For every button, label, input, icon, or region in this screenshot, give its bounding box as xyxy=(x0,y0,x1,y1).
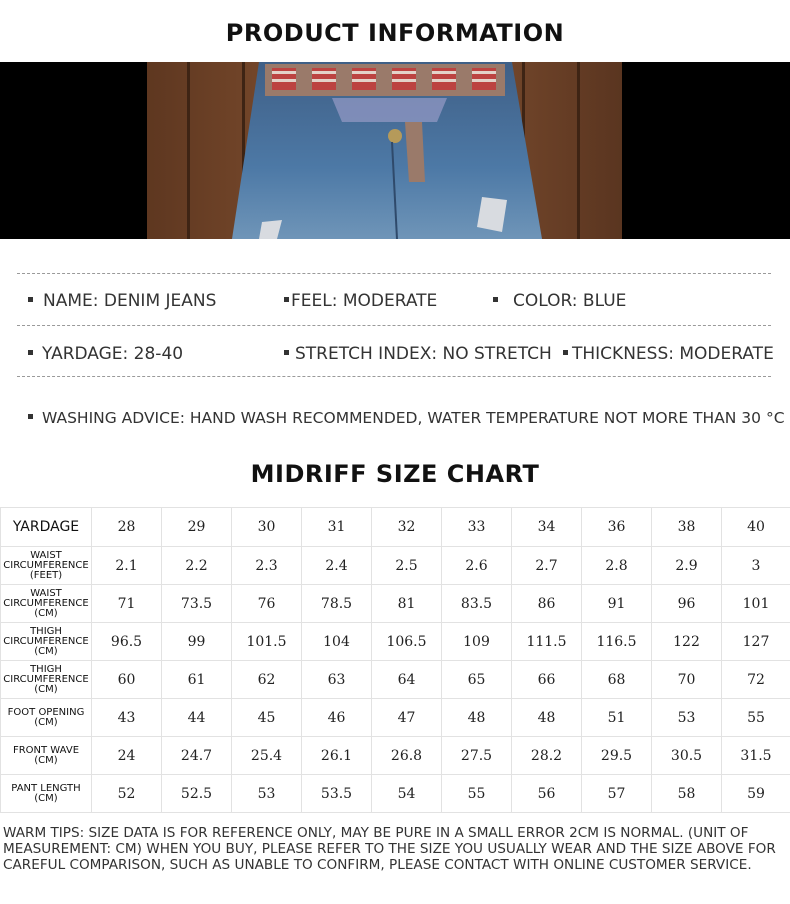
table-cell: 2.8 xyxy=(582,547,652,585)
table-cell: 48 xyxy=(512,699,582,737)
table-cell: 96.5 xyxy=(92,623,162,661)
table-cell: 68 xyxy=(582,661,652,699)
table-cell: 122 xyxy=(652,623,722,661)
table-cell: 25.4 xyxy=(232,737,302,775)
table-cell: 30.5 xyxy=(652,737,722,775)
divider xyxy=(17,376,771,377)
table-cell: 2.2 xyxy=(162,547,232,585)
product-photo xyxy=(147,62,622,239)
table-cell: 106.5 xyxy=(372,623,442,661)
size-header-cell: 40 xyxy=(722,508,790,547)
row-label: THIGH CIRCUMFERENCE (CM) xyxy=(1,623,92,661)
table-row xyxy=(1,737,790,775)
table-cell: 72 xyxy=(722,661,790,699)
table-cell: 101.5 xyxy=(232,623,302,661)
table-cell: 53.5 xyxy=(302,775,372,813)
size-header-cell: 29 xyxy=(162,508,232,547)
info-feel: FEEL: MODERATE xyxy=(284,291,437,311)
table-cell: 64 xyxy=(372,661,442,699)
table-cell: 91 xyxy=(582,585,652,623)
table-cell: 45 xyxy=(232,699,302,737)
table-cell: 83.5 xyxy=(442,585,512,623)
table-cell: 28.2 xyxy=(512,737,582,775)
table-cell: 62 xyxy=(232,661,302,699)
table-cell: 73.5 xyxy=(162,585,232,623)
size-header-cell: 32 xyxy=(372,508,442,547)
size-header-cell: 33 xyxy=(442,508,512,547)
table-cell: 54 xyxy=(372,775,442,813)
size-chart-table xyxy=(0,507,790,813)
table-cell: 2.4 xyxy=(302,547,372,585)
bullet-icon xyxy=(28,297,33,302)
table-cell: 111.5 xyxy=(512,623,582,661)
warm-tips: WARM TIPS: SIZE DATA IS FOR REFERENCE ONLY, MAY BE PURE IN A SMALL ERROR 2CM IS NORMAL. (UNIT OF MEASUREMENT: CM) WHEN YOU BUY, PLEASE REFER TO THE SIZE YOU USUALLY WEAR AND THE SIZE ABOVE FOR CAREFUL COMPARISON, SUCH AS UNABLE TO CONFIRM, PLEASE CONTACT WITH ONLINE CUSTOMER SERVICE. xyxy=(3,825,776,873)
table-cell: 2.5 xyxy=(372,547,442,585)
row-label: WAIST CIRCUMFERENCE (FEET) xyxy=(1,547,92,585)
row-label: PANT LENGTH (CM) xyxy=(1,775,92,813)
table-cell: 43 xyxy=(92,699,162,737)
table-cell: 96 xyxy=(652,585,722,623)
table-cell: 101 xyxy=(722,585,790,623)
table-cell: 99 xyxy=(162,623,232,661)
bullet-icon xyxy=(284,297,289,302)
table-cell: 3 xyxy=(722,547,790,585)
table-cell: 46 xyxy=(302,699,372,737)
product-information-title: PRODUCT INFORMATION xyxy=(225,19,565,47)
bullet-icon xyxy=(28,414,33,419)
table-cell: 55 xyxy=(442,775,512,813)
table-cell: 63 xyxy=(302,661,372,699)
size-header-cell: 30 xyxy=(232,508,302,547)
table-cell: 53 xyxy=(232,775,302,813)
denim-jeans-image xyxy=(147,62,622,239)
table-cell: 51 xyxy=(582,699,652,737)
table-row xyxy=(1,775,790,813)
table-cell: 127 xyxy=(722,623,790,661)
size-header-cell: 34 xyxy=(512,508,582,547)
table-cell: 65 xyxy=(442,661,512,699)
table-cell: 52 xyxy=(92,775,162,813)
size-header-cell: 28 xyxy=(92,508,162,547)
info-color: COLOR: BLUE xyxy=(493,291,626,311)
table-cell: 2.3 xyxy=(232,547,302,585)
table-cell: 26.1 xyxy=(302,737,372,775)
bullet-icon xyxy=(493,297,498,302)
table-cell: 56 xyxy=(512,775,582,813)
row-label: FRONT WAVE (CM) xyxy=(1,737,92,775)
info-stretch: STRETCH INDEX: NO STRETCH xyxy=(284,344,552,364)
bullet-icon xyxy=(563,350,568,355)
info-yardage: YARDAGE: 28-40 xyxy=(28,344,183,364)
table-cell: 31.5 xyxy=(722,737,790,775)
info-washing: WASHING ADVICE: HAND WASH RECOMMENDED, WATER TEMPERATURE NOT MORE THAN 30 °C xyxy=(28,409,785,427)
size-header-cell: 31 xyxy=(302,508,372,547)
table-cell: 116.5 xyxy=(582,623,652,661)
table-cell: 47 xyxy=(372,699,442,737)
divider xyxy=(17,273,771,274)
size-chart-title: MIDRIFF SIZE CHART xyxy=(250,460,540,488)
table-cell: 59 xyxy=(722,775,790,813)
table-row xyxy=(1,699,790,737)
table-cell: 27.5 xyxy=(442,737,512,775)
table-cell: 58 xyxy=(652,775,722,813)
table-cell: 2.6 xyxy=(442,547,512,585)
table-cell: 48 xyxy=(442,699,512,737)
table-cell: 71 xyxy=(92,585,162,623)
table-row xyxy=(1,623,790,661)
table-cell: 81 xyxy=(372,585,442,623)
table-cell: 24 xyxy=(92,737,162,775)
table-cell: 61 xyxy=(162,661,232,699)
table-row xyxy=(1,585,790,623)
table-cell: 53 xyxy=(652,699,722,737)
table-cell: 86 xyxy=(512,585,582,623)
table-cell: 76 xyxy=(232,585,302,623)
row-label: WAIST CIRCUMFERENCE (CM) xyxy=(1,585,92,623)
table-cell: 26.8 xyxy=(372,737,442,775)
row-label: THIGH CIRCUMFERENCE (CM) xyxy=(1,661,92,699)
row-label: FOOT OPENING (CM) xyxy=(1,699,92,737)
table-cell: 24.7 xyxy=(162,737,232,775)
table-cell: 60 xyxy=(92,661,162,699)
table-cell: 52.5 xyxy=(162,775,232,813)
table-cell: 2.7 xyxy=(512,547,582,585)
table-cell: 44 xyxy=(162,699,232,737)
table-cell: 2.9 xyxy=(652,547,722,585)
table-cell: 104 xyxy=(302,623,372,661)
table-cell: 55 xyxy=(722,699,790,737)
table-cell: 29.5 xyxy=(582,737,652,775)
row-label: YARDAGE xyxy=(1,508,92,547)
size-header-cell: 36 xyxy=(582,508,652,547)
info-thickness: THICKNESS: MODERATE xyxy=(563,344,774,364)
info-name: NAME: DENIM JEANS xyxy=(28,291,216,311)
table-row xyxy=(1,661,790,699)
size-header-cell: 38 xyxy=(652,508,722,547)
table-cell: 78.5 xyxy=(302,585,372,623)
divider xyxy=(17,325,771,326)
table-row xyxy=(1,547,790,585)
table-cell: 57 xyxy=(582,775,652,813)
table-cell: 70 xyxy=(652,661,722,699)
bullet-icon xyxy=(28,350,33,355)
size-header-row xyxy=(1,508,790,547)
table-cell: 109 xyxy=(442,623,512,661)
table-cell: 2.1 xyxy=(92,547,162,585)
table-cell: 66 xyxy=(512,661,582,699)
bullet-icon xyxy=(284,350,289,355)
